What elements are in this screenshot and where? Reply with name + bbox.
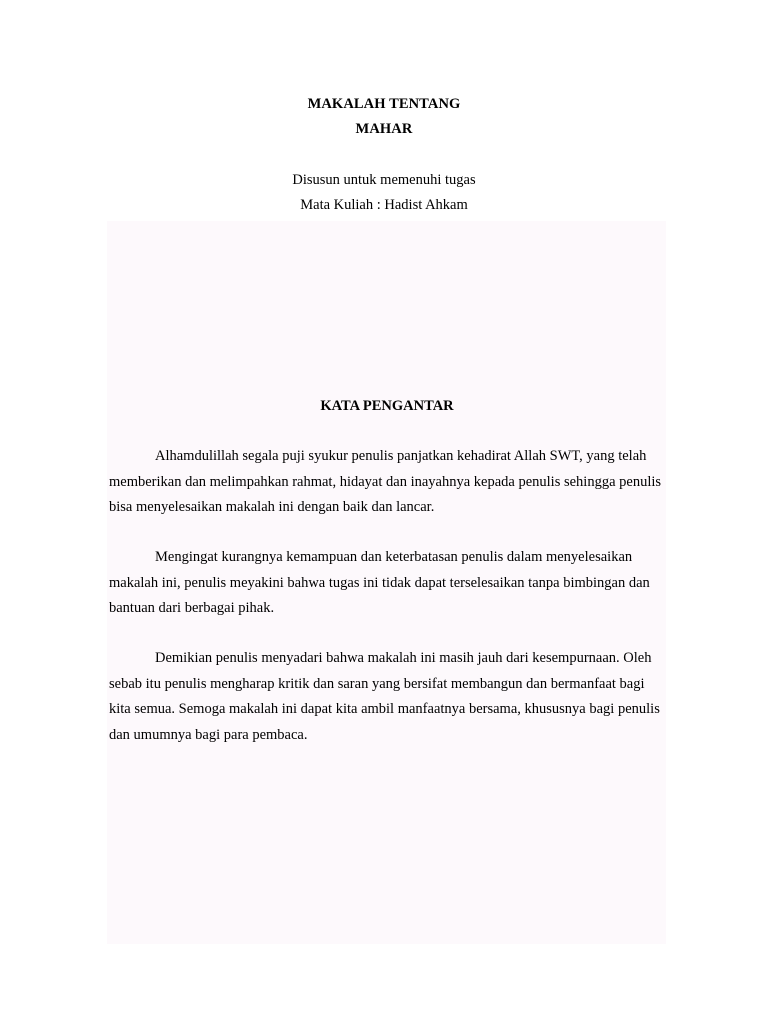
document-title-line-1: MAKALAH TENTANG (307, 96, 461, 112)
preface-heading: KATA PENGANTAR (320, 398, 454, 414)
preface-paragraph-1: Alhamdulillah segala puji syukur penulis panjatkan kehadirat Allah SWT, yang telah memberikan dan melimpahkan rahmat, hidayat dan inayahnya kepada penulis sehingga penulis bisa menyelesaikan makalah ini dengan baik dan lancar. (109, 448, 662, 515)
document-subtitle-line-1: Disusun untuk memenuhi tugas (292, 172, 476, 188)
document-title-line-2: MAHAR (355, 121, 413, 137)
document-subtitle-line-2: Mata Kuliah : Hadist Ahkam (300, 197, 468, 213)
preface-paragraph-2: Mengingat kurangnya kemampuan dan keterbatasan penulis dalam menyelesaikan makalah ini, penulis meyakini bahwa tugas ini tidak dapat terselesaikan tanpa bimbingan dan bantuan dari berbagai pihak. (109, 549, 650, 616)
preface-paragraph-3: Demikian penulis menyadari bahwa makalah ini masih jauh dari kesempurnaan. Oleh sebab itu penulis mengharap kritik dan saran yang bersifat membangun dan bermanfaat bagi kita semua. Semoga makalah ini dapat kita ambil manfaatnya bersama, khususnya bagi penulis dan umumnya bagi para pembaca. (109, 650, 660, 743)
